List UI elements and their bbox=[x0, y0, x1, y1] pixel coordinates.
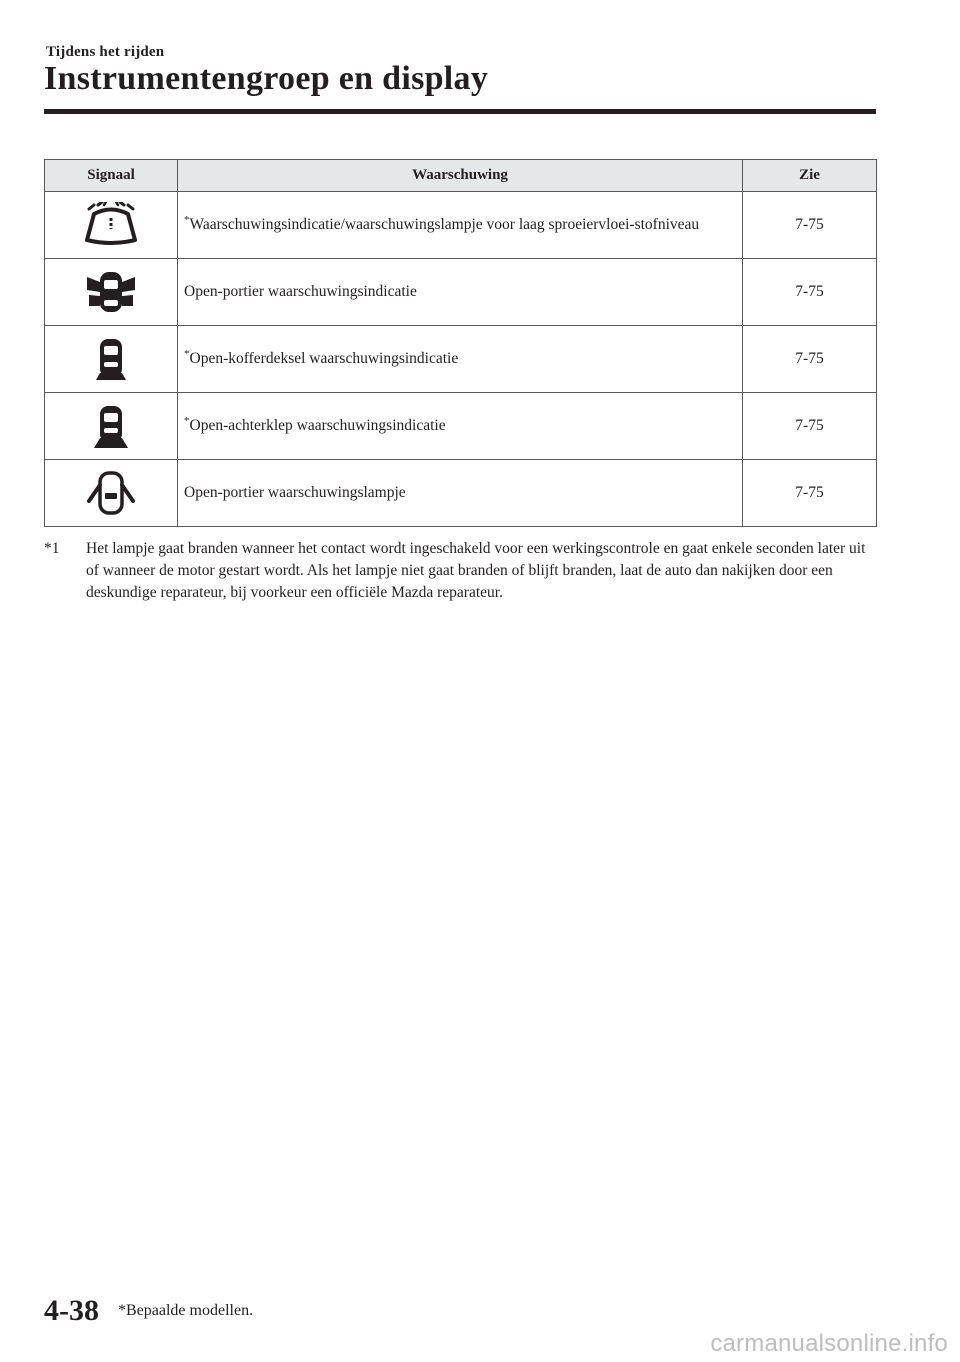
reference-cell: 7-75 bbox=[743, 326, 877, 393]
table-header-row bbox=[45, 160, 877, 192]
table-row bbox=[45, 460, 877, 527]
reference-cell: 7-75 bbox=[743, 192, 877, 259]
washer-fluid-warning-icon bbox=[82, 202, 140, 248]
signal-cell bbox=[45, 259, 178, 326]
table-row bbox=[45, 259, 877, 326]
reference-cell: 7-75 bbox=[743, 393, 877, 460]
warning-text: Open-portier waarschuwingsindicatie bbox=[184, 283, 417, 300]
footnote-marker: * bbox=[184, 414, 190, 427]
warning-table bbox=[44, 159, 877, 527]
signal-cell bbox=[45, 192, 178, 259]
page-number: 4-38 bbox=[44, 1294, 99, 1327]
footnote bbox=[44, 538, 880, 604]
column-header-warning: Waarschuwing bbox=[178, 160, 743, 192]
warning-text: Open-kofferdeksel waarschuwingsindicatie bbox=[189, 350, 459, 367]
footnote-text: Het lampje gaat branden wanneer het contact wordt ingeschakeld voor een werkingscontrole en gaat enkele seconden later uit of wanneer de motor gestart wordt. Als het lampje niet gaat branden of blijft branden, laat de auto dan nakijken door een deskundige reparateur, bij voorkeur een officiële Mazda reparateur. bbox=[86, 540, 866, 601]
warning-cell bbox=[178, 460, 743, 527]
warning-cell bbox=[178, 326, 743, 393]
watermark: carmanualsonline.info bbox=[710, 1330, 948, 1357]
signal-cell bbox=[45, 326, 178, 393]
open-door-warning-light-icon bbox=[87, 469, 135, 517]
table-row bbox=[45, 192, 877, 259]
open-door-indicator-icon bbox=[86, 268, 136, 316]
reference-cell: 7-75 bbox=[743, 259, 877, 326]
signal-cell bbox=[45, 460, 178, 527]
warning-text: Open-achterklep waarschuwingsindicatie bbox=[189, 417, 446, 434]
title-rule bbox=[44, 109, 876, 114]
signal-cell bbox=[45, 393, 178, 460]
models-note: *Bepaalde modellen. bbox=[118, 1302, 254, 1319]
page-title: Instrumentengroep en display bbox=[44, 60, 489, 97]
table-row bbox=[45, 326, 877, 393]
open-liftgate-indicator-icon bbox=[91, 402, 131, 450]
warning-text: Open-portier waarschuwingslampje bbox=[184, 484, 406, 501]
footnote-marker: * bbox=[184, 347, 190, 360]
warning-cell bbox=[178, 259, 743, 326]
table-row bbox=[45, 393, 877, 460]
footnote-marker: * bbox=[184, 213, 190, 226]
section-label: Tijdens het rijden bbox=[46, 44, 165, 60]
reference-cell: 7-75 bbox=[743, 460, 877, 527]
warning-cell bbox=[178, 192, 743, 259]
column-header-reference: Zie bbox=[743, 160, 877, 192]
warning-cell bbox=[178, 393, 743, 460]
warning-text: Waarschuwingsindicatie/waarschuwingslampje voor laag sproeiervloei-stofniveau bbox=[189, 216, 700, 233]
footnote-mark: *1 bbox=[44, 540, 60, 557]
column-header-signal: Signaal bbox=[45, 160, 178, 192]
open-trunk-indicator-icon bbox=[91, 335, 131, 383]
